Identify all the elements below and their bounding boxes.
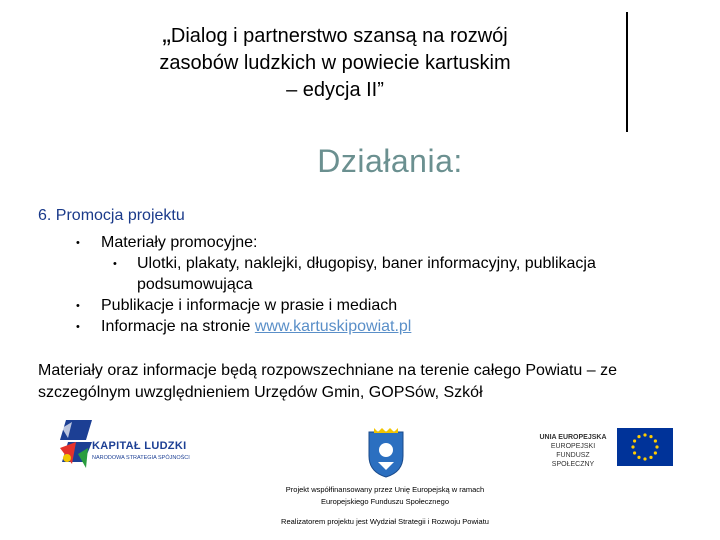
eu-star-icon bbox=[655, 445, 658, 448]
eu-star-icon bbox=[637, 435, 640, 438]
title-open-quote: „ bbox=[162, 18, 171, 48]
title-line-2: zasobów ludzkich w powiecie kartuskim bbox=[159, 52, 511, 74]
section-title: 6. Promocja projektu bbox=[38, 207, 185, 224]
sub-bullet-line-1: Ulotki, plakaty, naklejki, długopisy, baner informacyjny, publikacja bbox=[137, 255, 596, 272]
footer-line-2: Europejskiego Funduszu Społecznego bbox=[320, 497, 449, 506]
website-link[interactable]: www.kartuskipowiat.pl bbox=[254, 318, 412, 335]
bullet-item-website bbox=[101, 316, 411, 337]
eu-star-icon bbox=[633, 439, 636, 442]
footer-line-1: Projekt współfinansowany przez Unię Europejską w ramach bbox=[285, 485, 485, 494]
bullet-dot: • bbox=[76, 237, 80, 249]
bullet-item-press: Publikacje i informacje w prasie i mediach bbox=[101, 297, 398, 314]
bullet-item-materials: Materiały promocyjne: bbox=[101, 234, 258, 251]
eu-text-line-2: EUROPEJSKI bbox=[550, 443, 596, 450]
divider-line bbox=[626, 12, 628, 132]
kapital-ludzki-subtitle: NARODOWA STRATEGIA SPÓJNOŚCI bbox=[92, 455, 190, 461]
kapital-ludzki-name: KAPITAŁ LUDZKI bbox=[92, 440, 187, 452]
eu-star-icon bbox=[649, 456, 652, 459]
sub-bullet-line-2: podsumowująca bbox=[137, 276, 253, 293]
eu-flag bbox=[617, 428, 673, 466]
eu-star-icon bbox=[643, 457, 646, 460]
bullet-dot: • bbox=[76, 321, 80, 333]
heading-dzialania: Działania: bbox=[317, 143, 463, 179]
eu-star-icon bbox=[649, 435, 652, 438]
summary-paragraph: Materiały oraz informacje będą rozpowszechniane na terenie całego Powiatu – ze szczególnym uwzględnieniem Urzędów Gmin, GOPSów, Szkół bbox=[38, 362, 617, 401]
eu-star-icon bbox=[631, 445, 634, 448]
bullet-dot: • bbox=[113, 258, 117, 270]
footer-line-3: Realizatorem projektu jest Wydział Strategii i Rozwoju Powiatu bbox=[281, 517, 489, 526]
eu-star-icon bbox=[643, 433, 646, 436]
eu-star-icon bbox=[654, 439, 657, 442]
kapital-ludzki-logo bbox=[58, 418, 238, 476]
bullet-dot: • bbox=[76, 300, 80, 312]
document-title bbox=[80, 20, 590, 104]
eu-text-line-1: UNIA EUROPEJSKA bbox=[539, 434, 607, 441]
eu-logo-text bbox=[538, 433, 608, 469]
eu-star-icon bbox=[637, 456, 640, 459]
eu-flag-icon bbox=[617, 428, 673, 466]
coat-of-arms-icon bbox=[366, 426, 406, 478]
coat-of-arms-logo bbox=[366, 426, 406, 478]
title-line-3: – edycja II” bbox=[286, 79, 384, 101]
eu-star-icon bbox=[654, 451, 657, 454]
eu-text-line-3: FUNDUSZ SPOŁECZNY bbox=[551, 452, 595, 468]
title-line-1: Dialog i partnerstwo szansą na rozwój bbox=[170, 25, 508, 47]
website-prefix: Informacje na stronie bbox=[101, 318, 255, 335]
eu-star-icon bbox=[633, 451, 636, 454]
